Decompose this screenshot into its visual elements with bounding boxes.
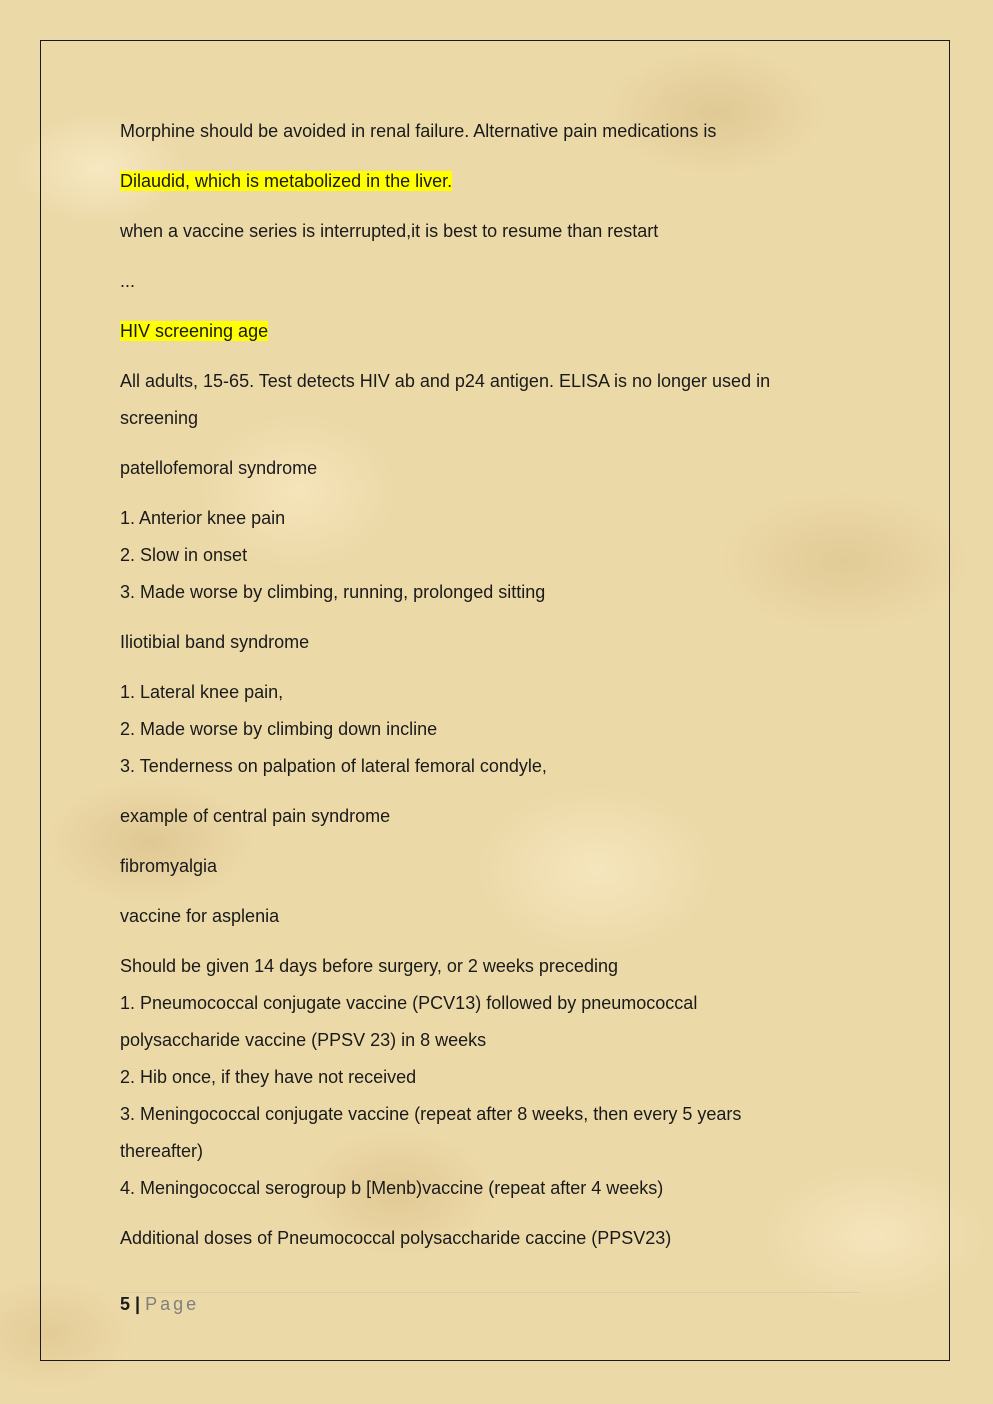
document-line [120,674,840,711]
line-text: 1. Lateral knee pain, [120,682,284,702]
footer-divider [120,1292,860,1293]
line-text: Additional doses of Pneumococcal polysaccharide caccine (PPSV23) [120,1228,672,1248]
document-line [120,624,840,661]
line-text: ... [120,271,136,291]
page-footer [120,1294,199,1315]
document-line [120,898,840,935]
line-text: polysaccharide vaccine (PPSV 23) in 8 weeks [120,1030,487,1050]
document-line [120,1096,840,1133]
highlighted-text: Dilaudid, which is metabolized in the liver. [120,171,453,191]
line-text: 1. Pneumococcal conjugate vaccine (PCV13) followed by pneumococcal [120,993,698,1013]
document-line [120,985,840,1022]
page-number: 5 [120,1294,131,1314]
line-text: All adults, 15-65. Test detects HIV ab and p24 antigen. ELISA is no longer used in [120,371,771,391]
document-line [120,574,840,611]
line-text: 4. Meningococcal serogroup b [Menb)vaccine (repeat after 4 weeks) [120,1178,664,1198]
line-text: when a vaccine series is interrupted,it is best to resume than restart [120,221,659,241]
page-label: Page [145,1294,200,1314]
document-line [120,1133,840,1170]
document-line [120,537,840,574]
document-line [120,798,840,835]
document-line [120,263,840,300]
line-text: Morphine should be avoided in renal failure. Alternative pain medications is [120,121,717,141]
line-text: screening [120,408,199,428]
line-text: fibromyalgia [120,856,218,876]
document-line [120,163,840,200]
document-body [120,113,840,1257]
document-line [120,363,840,400]
document-line [120,313,840,350]
line-text: thereafter) [120,1141,204,1161]
document-line [120,848,840,885]
document-line [120,450,840,487]
document-line [120,1059,840,1096]
line-text: 3. Made worse by climbing, running, prolonged sitting [120,582,546,602]
document-line [120,1022,840,1059]
line-text: 2. Made worse by climbing down incline [120,719,438,739]
line-text: 1. Anterior knee pain [120,508,286,528]
line-text: Iliotibial band syndrome [120,632,310,652]
page-separator: | [135,1294,141,1314]
highlighted-text: HIV screening age [120,321,269,341]
document-line [120,400,840,437]
document-line [120,500,840,537]
document-line [120,113,840,150]
line-text: 3. Tenderness on palpation of lateral femoral condyle, [120,756,547,776]
line-text: 3. Meningococcal conjugate vaccine (repeat after 8 weeks, then every 5 years [120,1104,742,1124]
line-text: patellofemoral syndrome [120,458,318,478]
document-line [120,1220,840,1257]
document-line [120,711,840,748]
line-text: 2. Slow in onset [120,545,248,565]
document-line [120,948,840,985]
document-line [120,213,840,250]
line-text: 2. Hib once, if they have not received [120,1067,417,1087]
line-text: example of central pain syndrome [120,806,391,826]
document-line [120,1170,840,1207]
line-text: vaccine for asplenia [120,906,280,926]
document-line [120,748,840,785]
line-text: Should be given 14 days before surgery, or 2 weeks preceding [120,956,618,976]
